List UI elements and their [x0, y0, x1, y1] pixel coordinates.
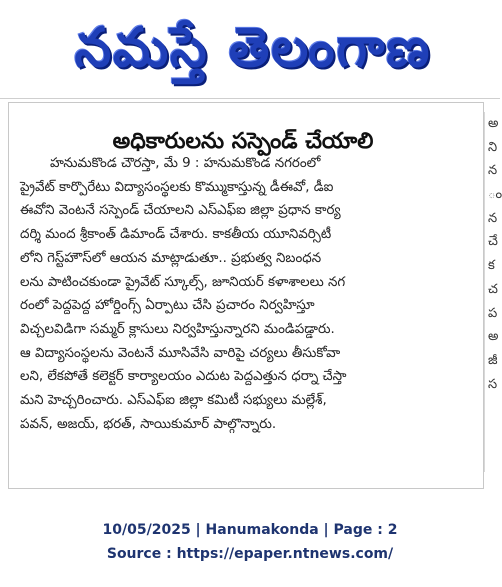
adjacent-column-char: స — [488, 376, 498, 392]
article-line: ఈవోని వెంటనే సస్పెండ్ చేయాలని ఎస్ఎఫ్ఐ జిల్లా ప్రధాన కార్య — [20, 203, 341, 219]
article-line: రంలో పెద్దపెద్ద హోర్డింగ్స్ ఏర్పాటు చేసి ప్రచారం నిర్వహిస్తూ — [20, 298, 315, 314]
adjacent-column-char: ం — [488, 187, 502, 203]
edition-info: 10/05/2025 | Hanumakonda | Page : 2 — [102, 522, 398, 538]
article-line: ఆ విద్యాసంస్థలను వెంటనే మూసివేసి వారిపై చర్యలు తీసుకోవా — [20, 345, 341, 361]
adjacent-column-char: జీ — [488, 352, 498, 368]
article-line: లని, లేకపోతే కలెక్టర్ కార్యాలయం ఎదుట పెద్దఎత్తున ధర్నా చేస్తా — [20, 369, 347, 385]
adjacent-column-char: చ — [488, 281, 498, 297]
article-line: ప్రైవేట్ కార్పొరేటు విద్యాసంస్థలకు కొమ్ముకాస్తున్న డీఈవో, డీఐ — [20, 179, 334, 195]
article-line: లోని గెస్ట్‌హౌస్‌లో ఆయన మాట్లాడుతూ.. ప్రభుత్వ నిబంధన — [20, 250, 322, 266]
article-line: మని హెచ్చరించారు. ఎస్ఎఫ్ఐ జిల్లా కమిటీ సభ్యులు మల్లేశ్, — [20, 393, 327, 409]
adjacent-column-fragment — [484, 112, 501, 472]
adjacent-column-char: ని — [488, 139, 498, 155]
adjacent-column-char: న — [488, 210, 498, 226]
adjacent-column-char: అ — [488, 116, 499, 131]
article-line: విచ్చలవిడిగా సమ్మర్ క్లాసులు నిర్వహిస్తున్నారని మండిపడ్డారు. — [20, 321, 335, 337]
adjacent-column-char: అ — [488, 329, 499, 345]
article-line: పవన్, అజయ్, భరత్, సాయికుమార్ పాల్గొన్నారు. — [20, 416, 277, 432]
adjacent-column-char: న — [488, 163, 498, 179]
article-body — [20, 152, 472, 436]
article-headline: అధికారులను సస్పెండ్ చేయాలి — [112, 128, 374, 154]
source-link[interactable]: Source : https://epaper.ntnews.com/ — [106, 546, 394, 562]
clipping-footer — [0, 518, 500, 566]
adjacent-column-char: చే — [488, 234, 498, 250]
adjacent-column-char: ప — [488, 305, 498, 321]
article-line: హనుమకొండ చౌరస్తా, మే 9 : హనుమకొండ నగరంలో — [50, 156, 321, 171]
article-line: లను పాటించకుండా ప్రైవేట్ స్కూల్స్, జూనియర్ కళాశాలలు నగ — [20, 274, 346, 290]
adjacent-column-char: క — [488, 258, 495, 274]
newspaper-logo: నమస్తే తెలంగాణ — [74, 16, 432, 80]
article-line: దర్శి మంద శ్రీకాంత్ డిమాండ్ చేశారు. కాకతీయ యూనివర్సిటీ — [20, 227, 332, 243]
masthead — [0, 0, 500, 99]
